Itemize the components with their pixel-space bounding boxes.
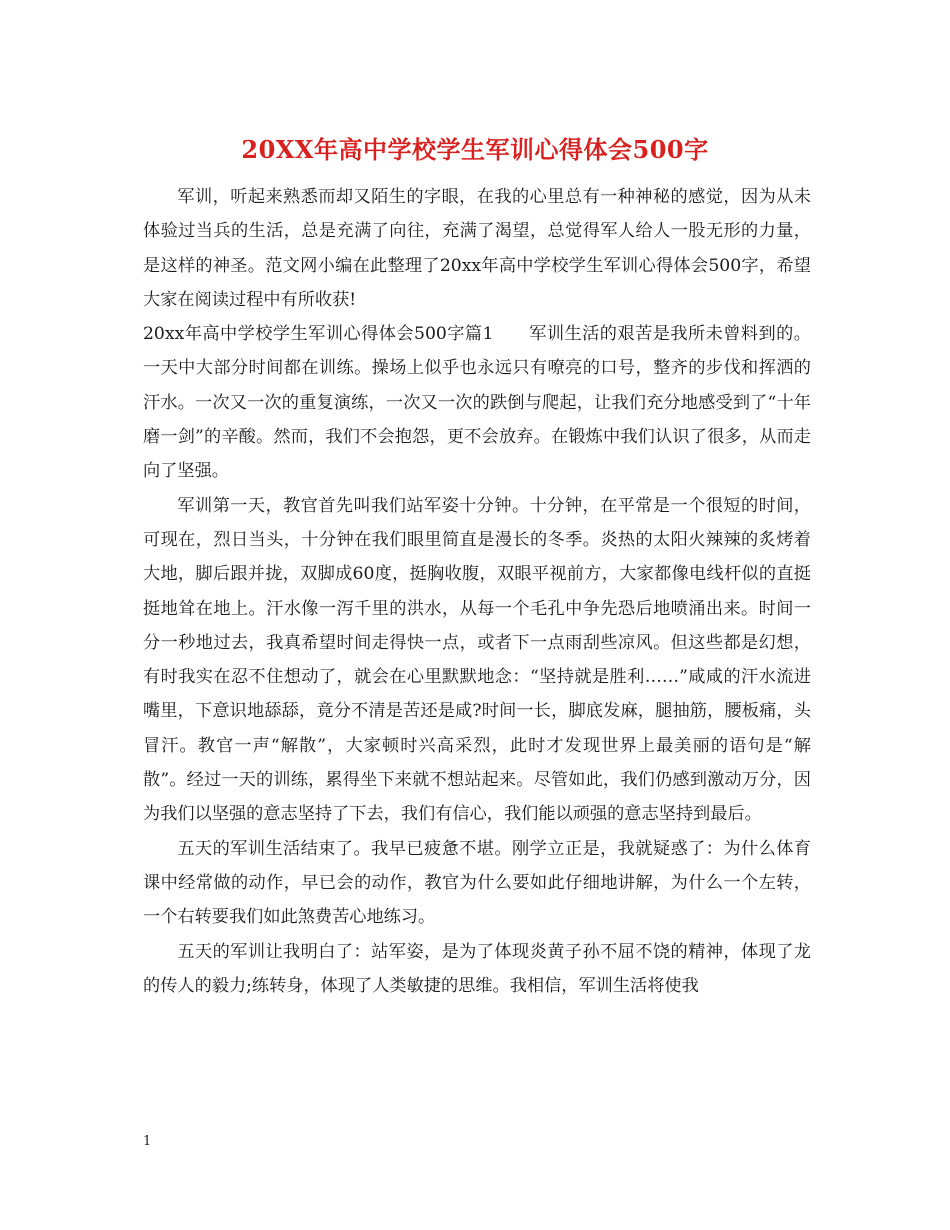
paragraph-first-day: 军训第一天，教官首先叫我们站军姿十分钟。十分钟，在平常是一个很短的时间，可现在，烈日当头，十分钟在我们眼里简直是漫长的冬季。炎热的太阳火辣辣的炙烤着大地，脚后跟并拢，双脚成60度，挺胸收腹，双眼平视前方，大家都像电线杆似的直挺挺地耸在地上。汗水像一泻千里的洪水，从每一个毛孔中争先恐后地喷涌出来。时间一分一秒地过去，我真希望时间走得快一点，或者下一点雨刮些凉风。但这些都是幻想，有时我实在忍不住想动了，就会在心里默默地念：“坚持就是胜利……”咸咸的汗水流进嘴里，下意识地舔舔，竟分不清是苦还是咸?时间一长，脚底发麻，腿抽筋，腰板痛，头冒汗。教官一声“解散”，大家顿时兴高采烈，此时才发现世界上最美丽的语句是“解散”。经过一天的训练，累得坐下来就不想站起来。尽管如此，我们仍感到激动万分，因为我们以坚强的意志坚持了下去，我们有信心，我们能以顽强的意志坚持到最后。 <box>143 495 811 825</box>
document-title: 20XX年高中学校学生军训心得体会500字 <box>241 135 709 164</box>
page-number: 1 <box>143 1134 152 1149</box>
paragraph-five-days-end: 五天的军训生活结束了。我早已疲惫不堪。刚学立正是，我就疑惑了：为什么体育课中经常做的动作，早已会的动作，教官为什么要如此仔细地讲解，为什么一个左转，一个右转要我们如此煞费苦心地练习。 <box>143 838 811 928</box>
paragraph-section-1: 20xx年高中学校学生军训心得体会500字篇1 军训生活的艰苦是我所未曾料到的。一天中大部分时间都在训练。操场上似乎也永远只有嘹亮的口号，整齐的步伐和挥洒的汗水。一次又一次的重复演练，一次又一次的跌倒与爬起，让我们充分地感受到了“十年磨一剑”的辛酸。然而，我们不会抱怨，更不会放弃。在锻炼中我们认识了很多，从而走向了坚强。 <box>143 324 811 482</box>
paragraph-intro: 军训，听起来熟悉而却又陌生的字眼，在我的心里总有一种神秘的感觉，因为从未体验过当兵的生活，总是充满了向往，充满了渴望，总觉得军人给人一股无形的力量，是这样的神圣。范文网小编在此整理了20xx年高中学校学生军训心得体会500字，希望大家在阅读过程中有所收获! <box>143 187 811 310</box>
paragraph-lessons: 五天的军训让我明白了：站军姿，是为了体现炎黄子孙不屈不饶的精神，体现了龙的传人的毅力;练转身，体现了人类敏捷的思维。我相信，军训生活将使我 <box>143 941 811 996</box>
document-body <box>143 180 811 1003</box>
